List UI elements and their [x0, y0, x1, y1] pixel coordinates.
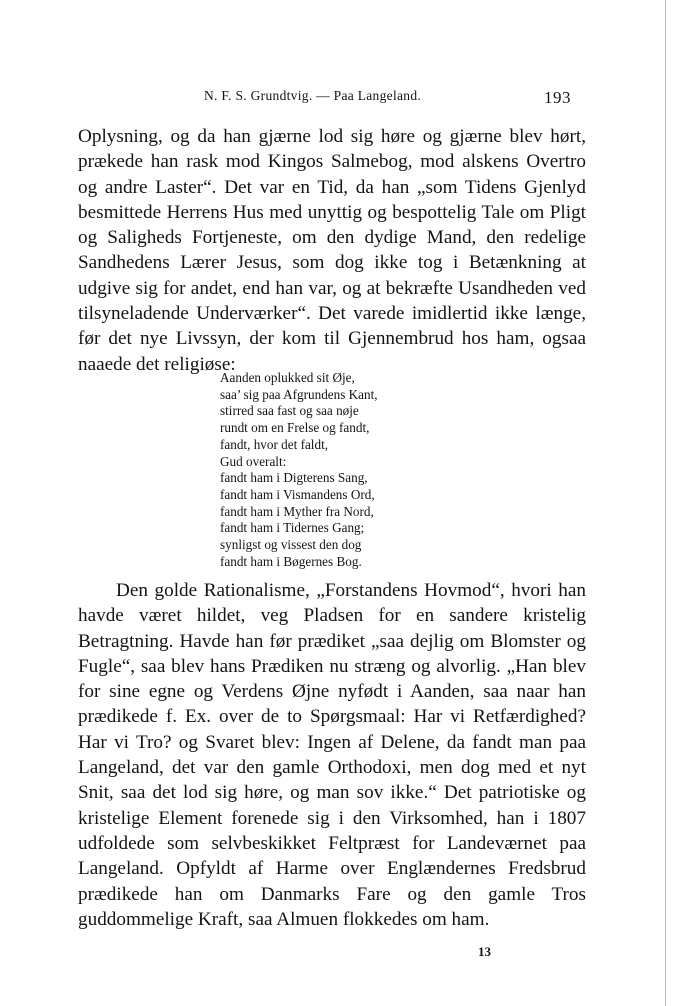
poem-block	[220, 370, 378, 570]
page-header	[0, 84, 680, 108]
poem-line: saa’ sig paa Afgrundens Kant,	[220, 386, 378, 402]
poem-line: Aanden oplukked sit Øje,	[220, 370, 355, 385]
poem-line: rundt om en Frelse og fandt,	[220, 420, 370, 436]
poem-line: fandt ham i Vismandens Ord,	[220, 486, 375, 502]
poem-line: fandt ham i Digterens Sang,	[220, 470, 368, 486]
running-head: N. F. S. Grundtvig. — Paa Langeland.	[204, 88, 422, 103]
poem-line: Gud overalt:	[220, 453, 287, 469]
poem-line: stirred saa fast og saa nøje	[220, 403, 359, 419]
paragraph-2: Den golde Rationalisme, „Forstandens Hovmod“, hvori han havde været hildet, veg Pladsen for en sandere kristelig Betragtning. Havde han før prædiket „saa dejlig om Blomster og Fugle“, saa blev hans Prædiken nu stræng og alvorlig. „Han blev for sine egne og Verdens Øjne nyfødt i Aanden, saa naar han prædikede f. Ex. over de to Spørgsmaal: Har vi Retfærdighed? Har vi Tro? og Svaret blev: Ingen af Delene, da fandt man paa Langeland, det var den gamle Orthodoxi, men dog med et nyt Snit, saa det lod sig høre, og man sov ikke.“ Det patriotiske og kristelige Element forenede sig i den Virksomhed, han i 1807 udfoldede som selvbeskikket Feltpræst for Landeværnet paa Langeland. Opfyldt af Harme over Englændernes Fredsbrud prædikede han om Danmarks Fare og den gamle Tros guddommelige Kraft, saa Almuen flokkedes om ham.	[78, 580, 586, 930]
poem-line: fandt, hvor det faldt,	[220, 436, 329, 452]
page-number: 193	[544, 88, 571, 107]
poem-line: fandt ham i Bøgernes Bog.	[220, 553, 362, 569]
paragraph-1: Oplysning, og da han gjærne lod sig høre og gjærne blev hørt, prækede han rask mod Kingos Salmebog, mod alskens Overtro og andre Laster“. Det var en Tid, da han „som Tidens Gjenlyd besmittede Herrens Hus med unyttig og bespottelig Tale om Pligt og Saligheds Fortjeneste, om den dydige Mand, den redelige Sandhedens Lærer Jesus, som dog ikke tog i Betænkning at udgive sig for andet, end han var, og at bekræfte Usandheden ved tilsyneladende Underværker“. Det varede imidlertid ikke længe, før det nye Livssyn, der kom til Gjennembrud hos ham, ogsaa naaede det religiøse:	[78, 126, 586, 375]
page-edge-line	[665, 0, 666, 1006]
signature-mark: 13	[478, 944, 491, 959]
poem-line: fandt ham i Myther fra Nord,	[220, 503, 374, 519]
poem-line: synligst og vissest den dog	[220, 537, 362, 553]
poem-line: fandt ham i Tidernes Gang;	[220, 520, 365, 536]
